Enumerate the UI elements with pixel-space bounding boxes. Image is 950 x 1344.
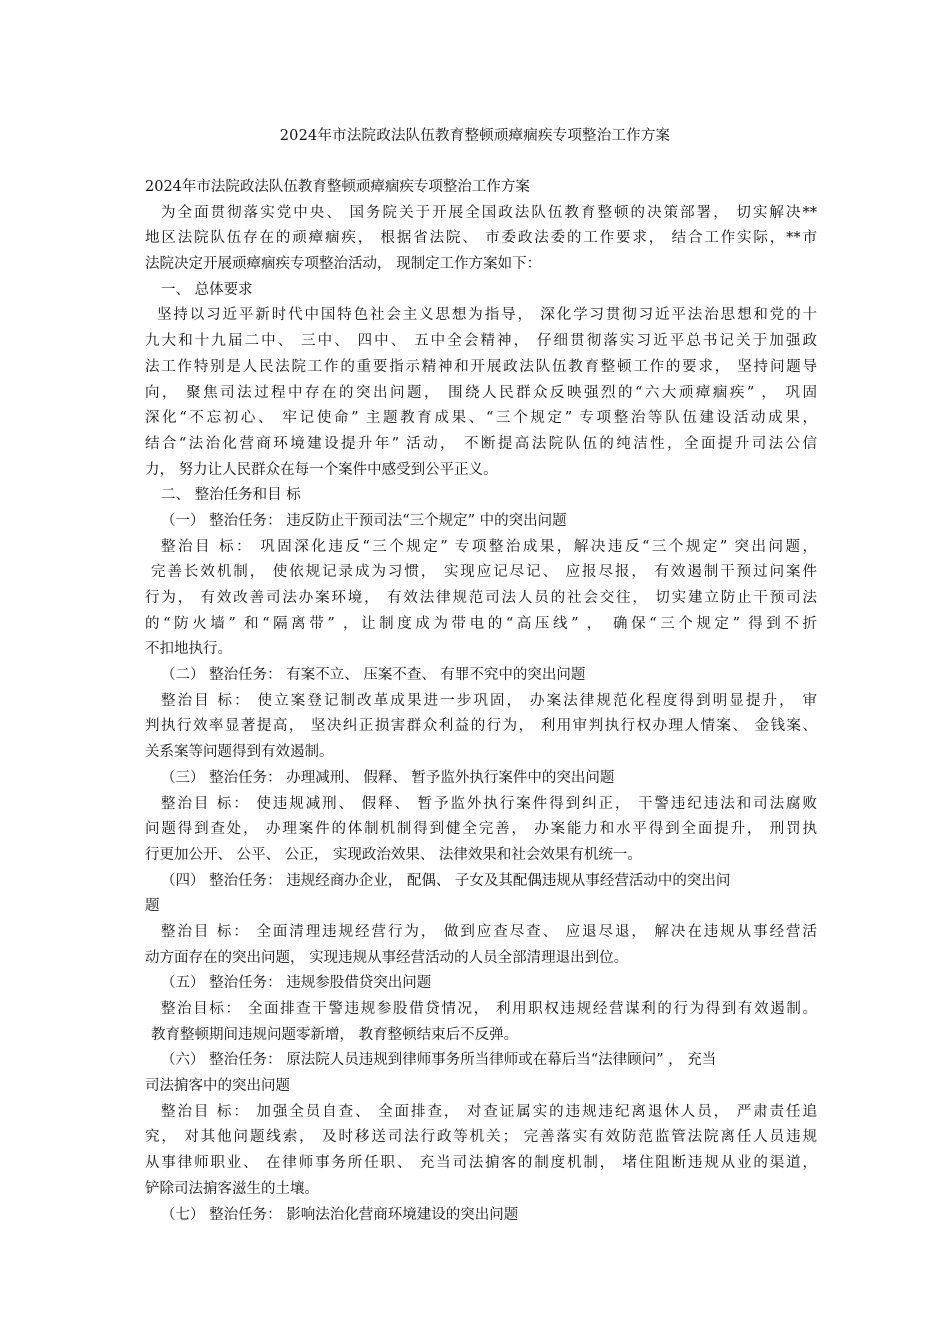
text-line: 整治目 标： 巩固深化违反“三个规定” 专项整治成果，解决违反“三个规定” 突出问题， — [161, 538, 817, 555]
text-line: 关系案等问题得到有效遏制。 — [145, 744, 334, 761]
text-line: （一） 整治任务： 违反防止干预司法“三个规定” 中的突出问题 — [161, 512, 567, 529]
text-line: 整治目 标： 使违规减刑、 假释、 暂予监外执行案件得到纠正， 干警违纪违法和司法腐败 — [161, 795, 817, 812]
text-line: 动方面存在的突出问题， 实现违规从事经营活动的人员全部清理退出到位。 — [145, 949, 629, 966]
text-line: 完善长效机制， 使依规记录成为习惯， 实现应记尽记、 应报尽报， 有效遏制干预过问案件 — [151, 564, 817, 581]
text-line: 司法掮客中的突出问题 — [145, 1078, 290, 1095]
text-line: 判执行效率显著提高， 坚决纠正损害群众利益的行为， 利用审判执行权办理人情案、 金钱案、 — [145, 718, 817, 735]
text-line: 行为， 有效改善司法办案环境， 有效法律规范司法人员的社会交往， 切实建立防止干预司法 — [145, 590, 817, 606]
text-line: 深化“不忘初心、 牢记使命” 主题教育成果、“三个规定” 专项整治等队伍建设活动成果， — [145, 410, 817, 427]
text-line: 教育整顿期间违规问题零新增， 教育整顿结束后不反弹。 — [151, 1026, 519, 1043]
text-line: 2024年市法院政法队伍教育整顿顽瘴痼疾专项整治工作方案 — [145, 179, 530, 195]
text-line: （四） 整治任务： 违规经商办企业， 配偶、 子女及其配偶违规从事经营活动中的突出问 — [161, 872, 731, 889]
text-line: 铲除司法掮客滋生的土壤。 — [145, 1180, 319, 1197]
text-line: （六） 整治任务： 原法院人员违规到律师事务所当律师或在幕后当“法律顾问” ， 充当 — [161, 1052, 717, 1069]
text-line: 的“防火墙” 和“隔离带” ，让制度成为带电的“高压线” ， 确保“三个规定” 得到不折 — [145, 615, 817, 632]
text-line: 九大和十九届二中、 三中、 四中、 五中全会精神， 仔细贯彻落实习近平总书记关于加强政 — [145, 333, 817, 350]
text-line: 向， 聚焦司法过程中存在的突出问题， 围绕人民群众反映强烈的“六大顽瘴痼疾” ， 巩固 — [145, 384, 817, 401]
text-line: 问题得到查处， 办理案件的体制机制得到健全完善， 办案能力和水平得到全面提升， 刑罚执 — [145, 821, 817, 838]
document-body — [145, 175, 817, 1228]
text-line: 一、 总体要求 — [161, 281, 253, 298]
text-line: 整治目 标： 使立案登记制改革成果进一步巩固， 办案法律规范化程度得到明显提升， 审 — [161, 692, 817, 709]
text-line: 结合“法治化营商环境建设提升年” 活动， 不断提高法院队伍的纯洁性，全面提升司法公信 — [145, 435, 817, 452]
page-title: 2024年市法院政法队伍教育整顿顽瘴痼疾专项整治工作方案 — [279, 128, 671, 144]
text-line: 整治目标： 全面排查干警违规参股借贷情况， 利用职权违规经营谋利的行为得到有效遏制。 — [161, 1001, 817, 1017]
text-line: （二） 整治任务： 有案不立、 压案不查、 有罪不究中的突出问题 — [161, 667, 586, 684]
text-line: 法工作特别是人民法院工作的重要指示精神和开展政法队伍教育整顿工作的要求， 坚持问题导 — [145, 358, 817, 375]
text-line: 题 — [145, 898, 160, 915]
text-line: 力， 努力让人民群众在每一个案件中感受到公平正义。 — [145, 461, 498, 478]
text-line: 地区法院队伍存在的顽瘴痼疾， 根据省法院、 市委政法委的工作要求， 结合工作实际，**市 — [145, 230, 817, 247]
text-line: 坚持以习近平新时代中国特色社会主义思想为指导， 深化学习贯彻习近平法治思想和党的十 — [157, 307, 817, 324]
text-line: 二、 整治任务和目 标 — [161, 487, 301, 504]
text-line: （七） 整治任务： 影响法治化营商环境建设的突出问题 — [161, 1206, 519, 1223]
text-line: （三） 整治任务： 办理减刑、 假释、 暂予监外执行案件中的突出问题 — [161, 769, 615, 786]
text-line: 从事律师职业、 在律师事务所任职、 充当司法掮客的制度机制， 堵住阻断违规从业的渠道， — [145, 1155, 817, 1172]
text-line: 法院决定开展顽瘴痼疾专项整治活动， 现制定工作方案如下： — [145, 256, 542, 273]
text-line: 行更加公开、 公平、 公正， 实现政治效果、 法律效果和社会效果有机统一。 — [145, 846, 642, 863]
text-line: 究， 对其他问题线索， 及时移送司法行政等机关； 完善落实有效防范监管法院离任人员违规 — [145, 1129, 817, 1146]
text-line: （五） 整治任务： 违规参股借贷突出问题 — [161, 975, 432, 992]
text-line: 不扣地执行。 — [145, 641, 232, 658]
text-line: 为全面贯彻落实党中央、 国务院关于开展全国政法队伍教育整顿的决策部署， 切实解决** — [161, 204, 817, 221]
text-line: 整治目 标： 加强全员自查、 全面排查， 对查证属实的违规违纪离退休人员， 严肃责任追 — [161, 1103, 817, 1120]
text-line: 整治目 标： 全面清理违规经营行为， 做到应查尽查、 应退尽退， 解决在违规从事经营活 — [161, 923, 817, 940]
